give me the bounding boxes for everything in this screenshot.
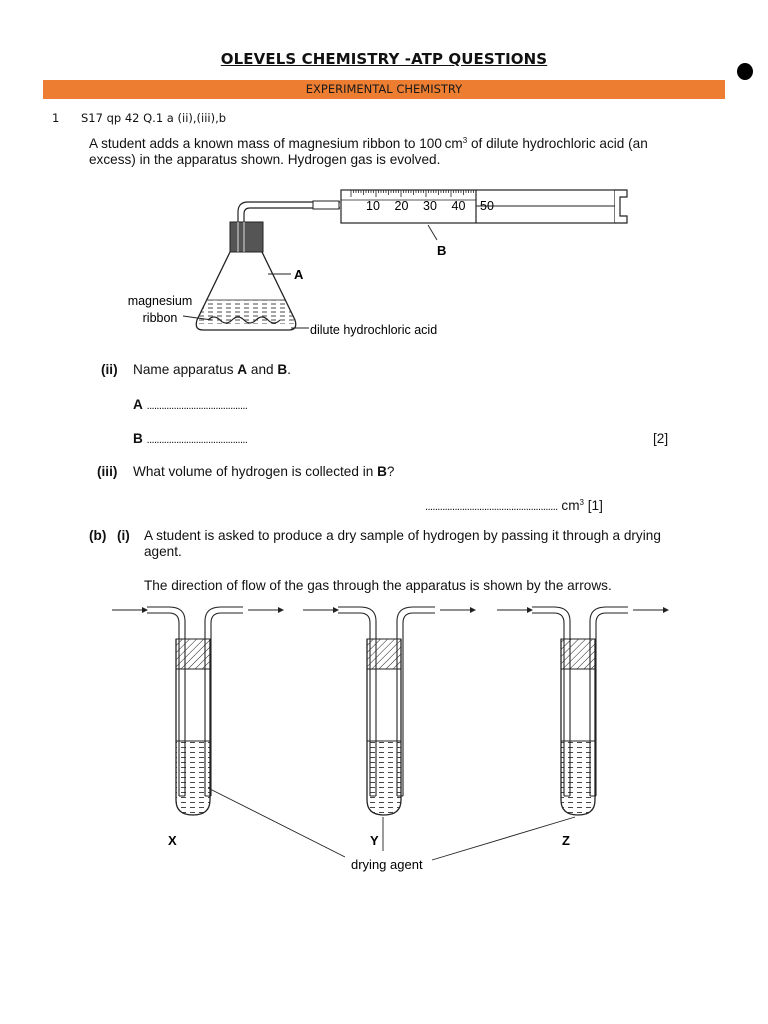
part-ii-question: Name apparatus A and B.	[133, 362, 291, 377]
apparatus-diagram	[0, 170, 768, 355]
scale-label-50: 50	[480, 199, 494, 213]
label-a: A	[294, 267, 304, 282]
label-magnesium-line1: magnesium	[127, 294, 193, 308]
scale-label-20: 20	[394, 199, 409, 213]
volume-answer-line: ...................................................... $cm^3$ [1]	[425, 498, 603, 513]
section-heading: EXPERIMENTAL CHEMISTRY	[43, 80, 725, 99]
part-iii-number: (iii)	[97, 464, 118, 479]
tube-label-0: X	[168, 833, 177, 848]
marks-part-ii: [2]	[653, 431, 669, 446]
acid-liquid	[190, 300, 300, 330]
part-b-i-label: (i)	[117, 528, 130, 543]
label-magnesium-line2: ribbon	[142, 311, 178, 325]
answer-line-a: A .........................................	[133, 397, 248, 412]
scale-label-40: 40	[451, 199, 466, 213]
tube-label-1: Y	[370, 833, 379, 848]
drying-agent-label: drying agent	[351, 857, 423, 872]
drying-tube-z	[497, 607, 669, 848]
part-ii-number: (ii)	[101, 362, 118, 377]
question-reference: S17 qp 42 Q.1 a (ii),(iii),b	[81, 111, 227, 125]
part-b-label: (b)	[89, 528, 107, 543]
part-iii-question: What volume of hydrogen is collected in B?	[133, 464, 395, 479]
flask-stopper	[230, 222, 263, 252]
part-b-line1: A student is asked to produce a dry sample of hydrogen by passing it through a drying	[144, 528, 661, 543]
question-intro-line2: excess) in the apparatus shown. Hydrogen gas is evolved.	[89, 152, 441, 167]
bullet-dot	[737, 63, 753, 80]
tube-connector	[313, 201, 339, 209]
question-number: 1	[52, 111, 60, 125]
scale-label-30: 30	[423, 199, 437, 213]
part-b-line3: The direction of flow of the gas through the apparatus is shown by the arrows.	[144, 578, 612, 593]
drying-tube-y	[303, 607, 476, 848]
question-intro-line1	[89, 136, 648, 152]
drying-tube-x	[112, 607, 284, 848]
label-dilute-acid: dilute hydrochloric acid	[310, 323, 438, 337]
intro-text-a: A student adds a known mass of magnesium ribbon to 100 cm	[89, 136, 463, 151]
intro-text-b: of dilute hydrochloric acid (an	[467, 136, 648, 151]
label-b: B	[437, 243, 447, 258]
intro-superscript: 3	[462, 136, 468, 145]
tube-label-2: Z	[562, 833, 570, 848]
answer-line-b: B .........................................	[133, 431, 248, 446]
scale-label-10: 10	[366, 199, 380, 213]
part-b-line2: agent.	[144, 544, 182, 559]
drying-tubes-diagram	[0, 595, 768, 885]
document-title: OLEVELS CHEMISTRY -ATP QUESTIONS	[220, 50, 548, 68]
syringe-handle	[615, 190, 627, 223]
